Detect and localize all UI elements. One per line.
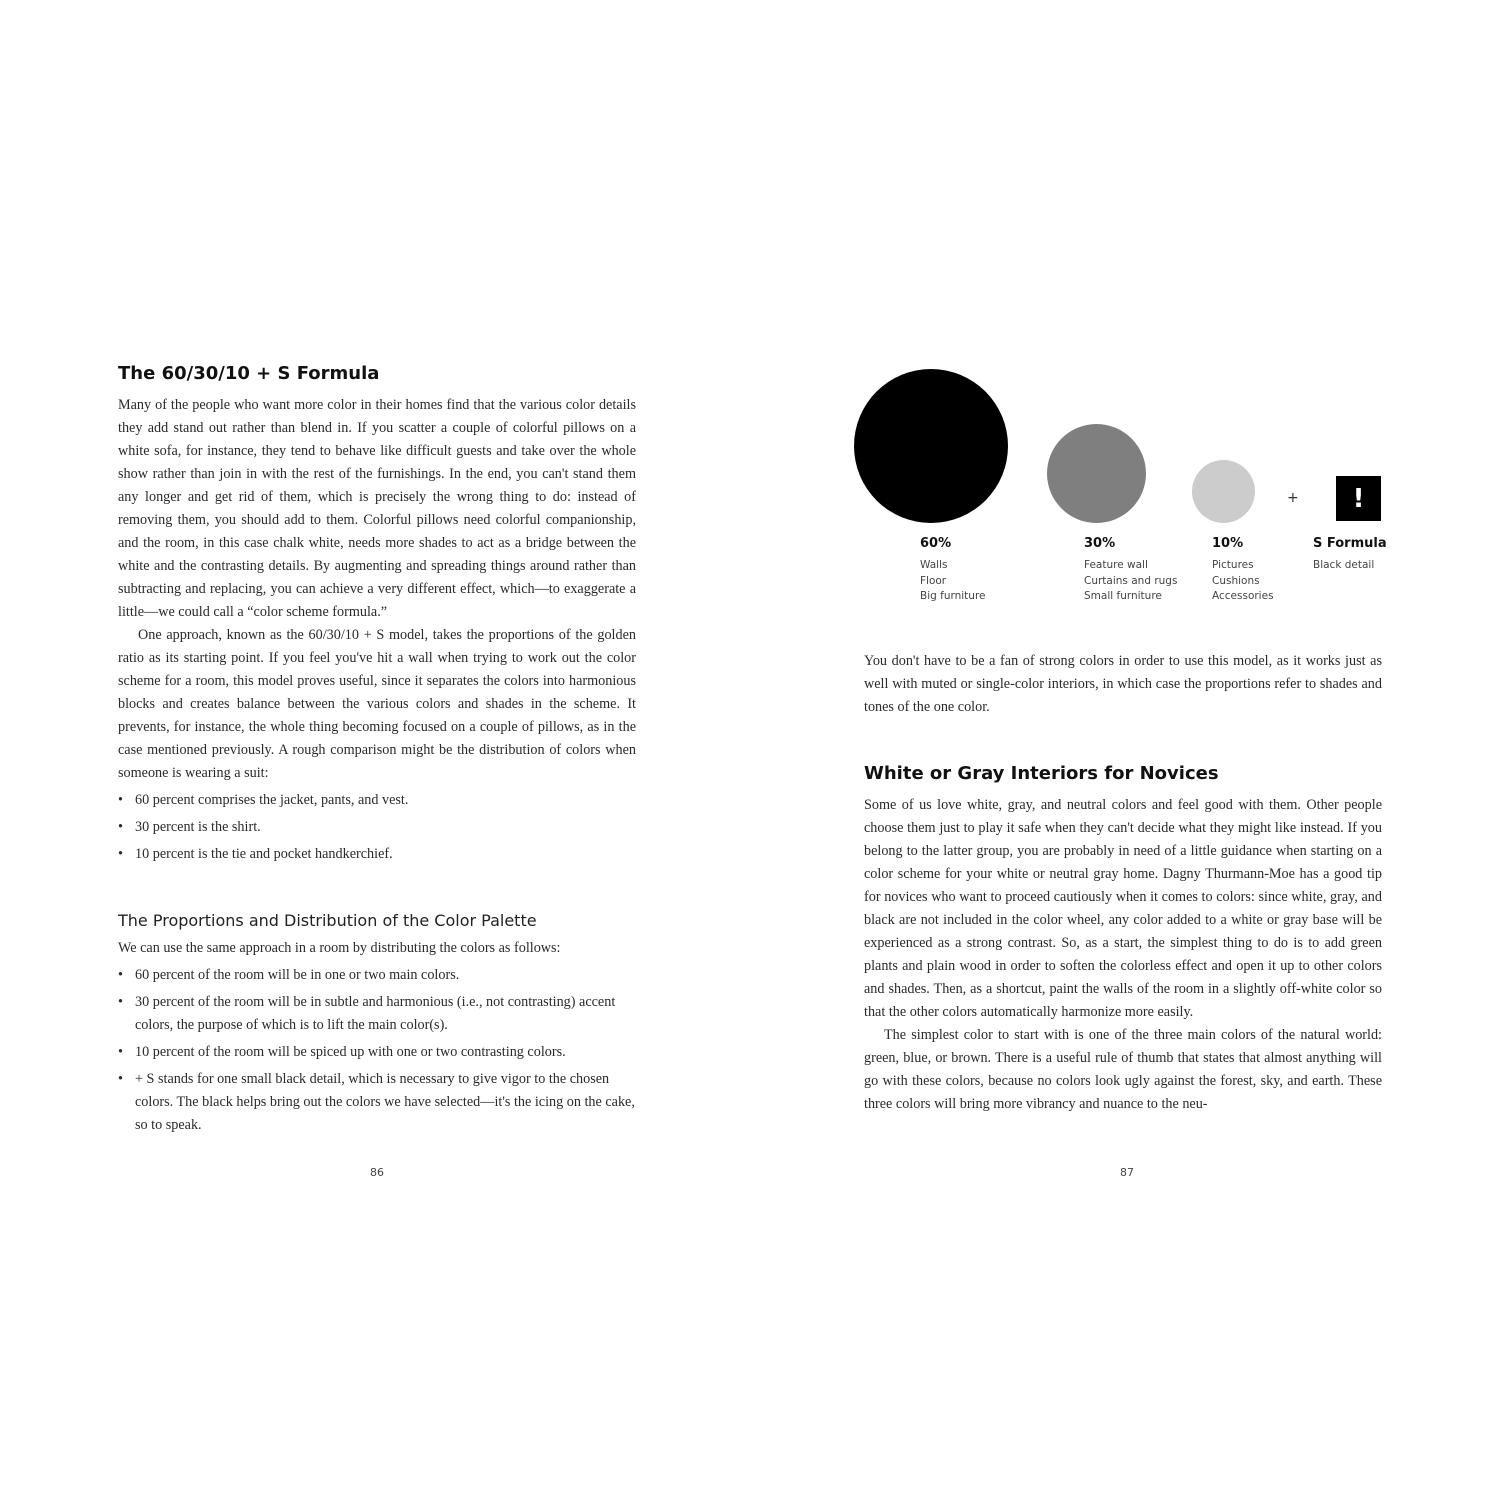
list-item: • 30 percent is the shirt.: [118, 816, 636, 839]
label-10-percent: 10%: [1212, 536, 1244, 551]
bullet-dot: •: [118, 792, 123, 808]
legend-s-formula: Black detail: [1313, 559, 1375, 571]
room-bullet-list: [118, 964, 636, 1141]
page-number: 86: [370, 1166, 384, 1179]
sub-intro: We can use the same approach in a room by distributing the colors as follows:: [118, 940, 561, 956]
list-item: • 60 percent of the room will be in one or two main colors.: [118, 964, 636, 987]
section-heading-formula: The 60/30/10 + S Formula: [118, 363, 380, 384]
formula-body: [118, 394, 636, 785]
list-item: • 30 percent of the room will be in subtle and harmonious (i.e., not contrasting) accent colors, the purpose of which is to lift the main color(s).: [118, 991, 636, 1037]
legend-30-percent: Feature wall Curtains and rugs Small furniture: [1084, 559, 1178, 602]
label-s-formula: S Formula: [1313, 536, 1387, 551]
list-item: • 60 percent comprises the jacket, pants, and vest.: [118, 789, 636, 812]
legend-10-percent: Pictures Cushions Accessories: [1212, 559, 1274, 602]
right-page: [750, 0, 1500, 1500]
paragraph: One approach, known as the 60/30/10 + S model, takes the proportions of the golden ratio as its starting point. If you feel you've hit a wall when trying to work out the color scheme for a room, this model proves useful, since it separates the colors into harmonious blocks and creates balance between the various colors and shades in the scheme. It prevents, for instance, the whole thing becoming focused on a couple of pillows, as in the case mentioned previously. A rough comparison might be the distribution of colors when someone is wearing a suit:: [118, 627, 636, 781]
circle-10-percent: [1192, 460, 1255, 523]
label-60-percent: 60%: [920, 536, 952, 551]
bullet-dot: •: [118, 846, 123, 862]
model-note-paragraph: You don't have to be a fan of strong colors in order to use this model, as it works just as well with muted or single-color interiors, in which case the proportions refer to shades and tones of the one color.: [864, 653, 1382, 715]
label-30-percent: 30%: [1084, 536, 1116, 551]
paragraph: The simplest color to start with is one of the three main colors of the natural world: green, blue, or brown. There is a useful rule of thumb that states that almost anything will go with these colors, because no colors look ugly against the forest, sky, and earth. These three colors will bring more vibrancy and nuance to the neu-: [864, 1027, 1382, 1112]
paragraph: Many of the people who want more color in their homes find that the various color details they add stand out rather than blend in. If you scatter a couple of colorful pillows on a white sofa, for instance, they tend to behave like difficult guests and take over the whole show rather than join in with the rest of the furnishings. In the end, you can't stand them any longer and get rid of them, which is precisely the wrong thing to do: instead of removing them, you should add to them. Colorful pillows need colorful companionship, and the room, in this case chalk white, needs more shades to act as a bridge between the white and the contrasting details. By augmenting and spreading things around rather than subtracting and replacing, you can achieve a very different effect, which—to exaggerate a little—we could call a “color scheme formula.”: [118, 397, 636, 620]
bullet-dot: •: [118, 1044, 123, 1060]
list-item: • 10 percent of the room will be spiced up with one or two contrasting colors.: [118, 1041, 636, 1064]
list-item: • + S stands for one small black detail, which is necessary to give vigor to the chosen colors. The black helps bring out the colors we have selected—it's the icing on the cake, so to speak.: [118, 1068, 636, 1137]
legend-60-percent: Walls Floor Big furniture: [920, 559, 986, 602]
bullet-dot: •: [118, 1071, 123, 1087]
page-number: 87: [1120, 1166, 1134, 1179]
bullet-dot: •: [118, 994, 123, 1010]
circle-60-percent: [854, 369, 1008, 523]
section-heading-novices: White or Gray Interiors for Novices: [864, 763, 1219, 784]
novices-body: [864, 794, 1382, 1116]
circle-30-percent: [1047, 424, 1146, 523]
paragraph: Some of us love white, gray, and neutral colors and feel good with them. Other people choose them just to play it safe when they can't decide what they might like instead. If you belong to the latter group, you are probably in need of a little guidance when starting on a color scheme for your white or neutral gray home. Dagny Thurmann-Moe has a good tip for novices who want to proceed cautiously when it comes to colors: since white, gray, and black are not included in the color wheel, any color added to a white or gray base will be experienced as a strong contrast. So, as a start, the simplest thing to do is to add green plants and plain wood in order to soften the colorless effect and open it up to other colors and shades. Then, as a shortcut, paint the walls of the room in a slightly off-white color so that the other colors automatically harmonize more easily.: [864, 797, 1382, 1020]
suit-bullet-list: [118, 789, 636, 870]
bullet-dot: •: [118, 967, 123, 983]
list-item: • 10 percent is the tie and pocket handkerchief.: [118, 843, 636, 866]
plus-sign: +: [1287, 490, 1299, 506]
subheading-proportions: The Proportions and Distribution of the Color Palette: [118, 911, 537, 930]
bullet-dot: •: [118, 819, 123, 835]
exclamation-icon: !: [1336, 476, 1381, 521]
